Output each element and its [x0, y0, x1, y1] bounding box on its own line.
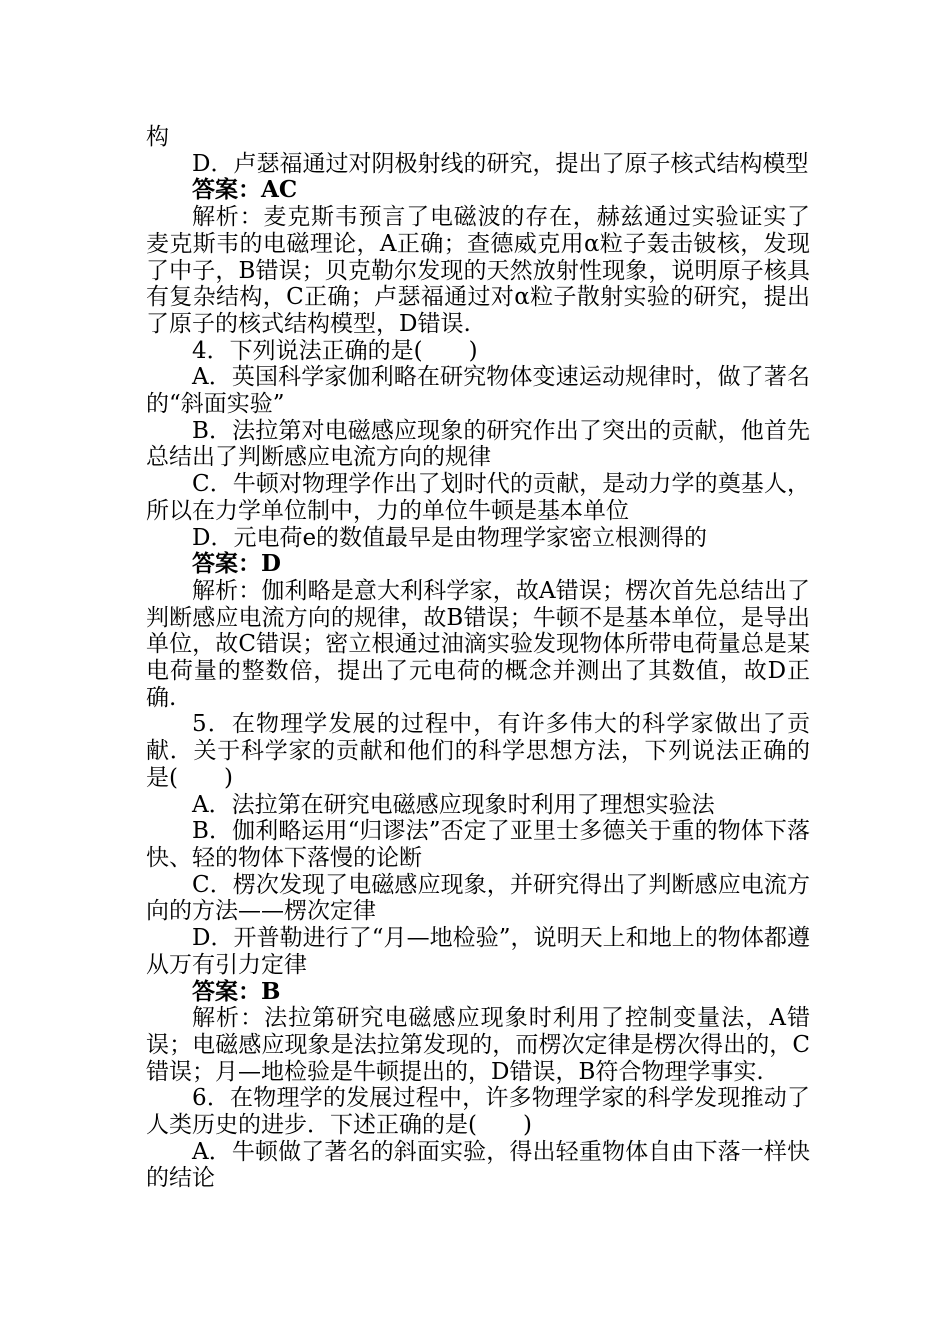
- option-a: A．法拉第在研究电磁感应现象时利用了理想实验法: [192, 791, 715, 818]
- explanation: 解析：伽利略是意大利科学家，故A错误；楞次首先总结出了判断感应电流方向的规律，故B错误；牛顿不是基本单位，是导出单位，故C错误；密立根通过油滴实验发现物体所带电荷量总是某电荷量的整数倍，提出了元电荷的概念并测出了其数值，故D正确.: [146, 577, 810, 711]
- option-b: B．伽利略运用“归谬法”否定了亚里士多德关于重的物体下落快、轻的物体下落慢的论断: [146, 818, 810, 871]
- option-c: C．牛顿对物理学作出了划时代的贡献，是动力学的奠基人，所以在力学单位制中，力的单位牛顿是基本单位: [146, 471, 810, 524]
- answer-line: 答案：AC: [192, 176, 298, 204]
- answer-line: 答案：D: [192, 550, 281, 578]
- explanation: 解析：麦克斯韦预言了电磁波的存在，赫兹通过实验证实了麦克斯韦的电磁理论，A正确；查德威克用α粒子轰击铍核，发现了中子，B错误；贝克勒尔发现的天然放射性现象，说明原子核具有复杂结构，C正确；卢瑟福通过对α粒子散射实验的研究，提出了原子的核式结构模型，D错误.: [146, 204, 810, 337]
- text-fragment: 构: [146, 124, 169, 150]
- question-5: 5．在物理学发展的过程中，有许多伟大的科学家做出了贡献．关于科学家的贡献和他们的科学思想方法，下列说法正确的是( ): [146, 711, 810, 791]
- question-4: 4．下列说法正确的是( ): [192, 337, 478, 364]
- question-6: 6．在物理学的发展过程中，许多物理学家的科学发现推动了人类历史的进步．下述正确的是( ): [146, 1085, 810, 1139]
- option-d: D．元电荷e的数值最早是由物理学家密立根测得的: [192, 524, 708, 551]
- option-d: D．开普勒进行了“月—地检验”，说明天上和地上的物体都遵从万有引力定律: [146, 925, 810, 978]
- answer-line: 答案：B: [192, 977, 281, 1005]
- option-a: A．牛顿做了著名的斜面实验，得出轻重物体自由下落一样快的结论: [146, 1138, 810, 1192]
- option-d: D．卢瑟福通过对阴极射线的研究，提出了原子核式结构模型: [192, 150, 809, 177]
- document-page: [146, 124, 810, 1192]
- option-b: B．法拉第对电磁感应现象的研究作出了突出的贡献，他首先总结出了判断感应电流方向的规律: [146, 417, 810, 471]
- option-c: C．楞次发现了电磁感应现象，并研究得出了判断感应电流方向的方法——楞次定律: [146, 871, 810, 925]
- explanation: 解析：法拉第研究电磁感应现象时利用了控制变量法，A错误；电磁感应现象是法拉第发现的，而楞次定律是楞次得出的，C错误；月—地检验是牛顿提出的，D错误，B符合物理学事实.: [146, 1005, 810, 1085]
- option-a: A．英国科学家伽利略在研究物体变速运动规律时，做了著名的“斜面实验”: [146, 364, 810, 418]
